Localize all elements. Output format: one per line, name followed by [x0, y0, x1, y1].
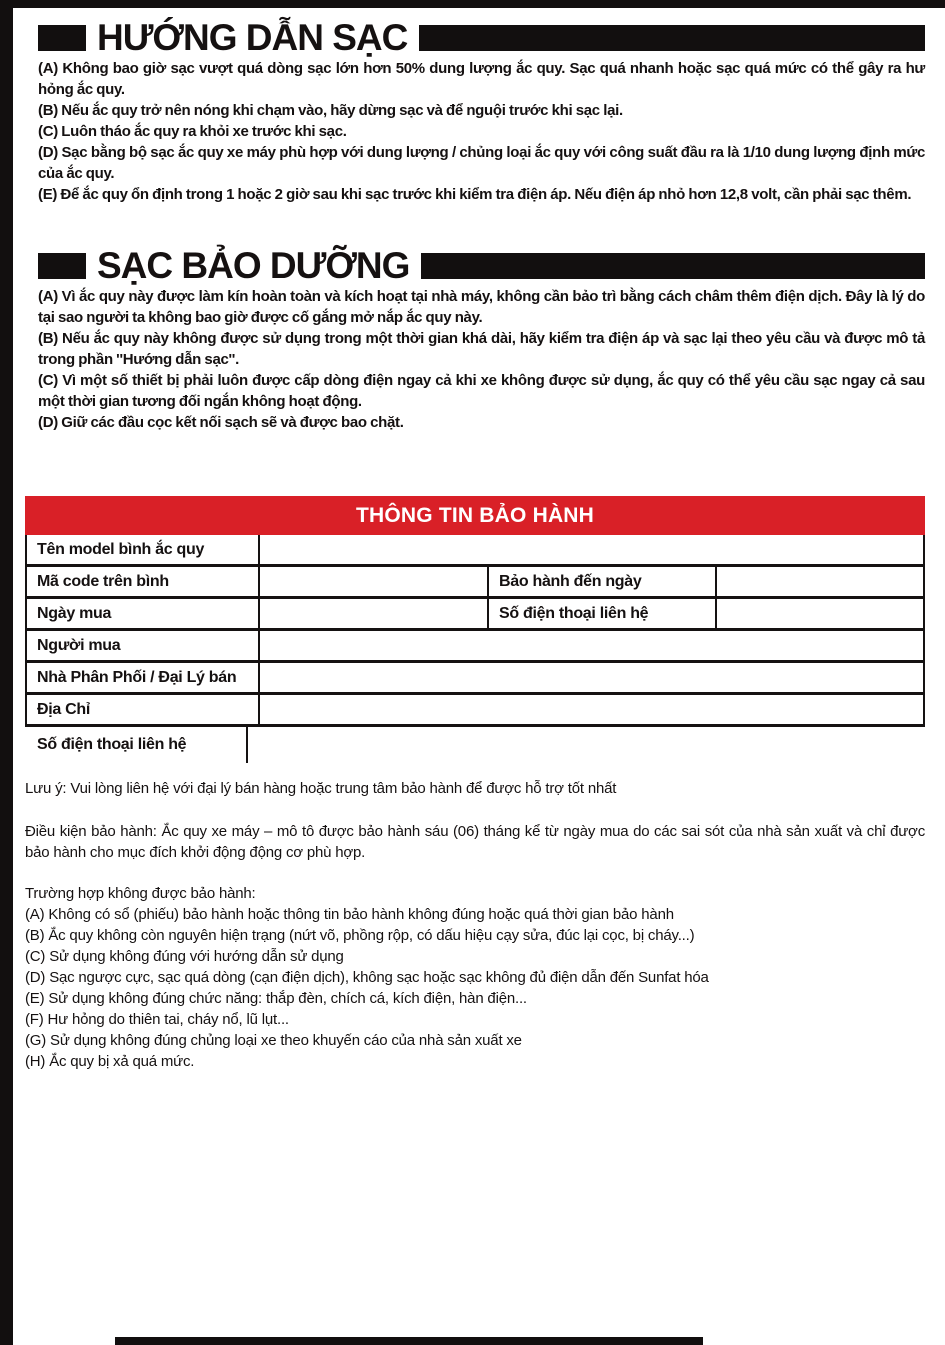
paragraph: (A) Vì ắc quy này được làm kín hoàn toàn và kích hoạt tại nhà máy, không cần bảo trì bằng cách châm thêm điện dịch. Đây là lý do tại sao người ta không bao giờ được cố gắng mở nắp ắc quy này.	[38, 288, 925, 326]
table-row	[27, 631, 923, 663]
paragraph: (D) Sạc bằng bộ sạc ắc quy xe máy phù hợp với dung lượng / chủng loại ắc quy với công suất đầu ra là 1/10 dung lượng định mức của ắc quy.	[38, 144, 925, 182]
field-value-warranty-until	[717, 567, 923, 596]
support-note: Lưu ý: Vui lòng liên hệ với đại lý bán hàng hoặc trung tâm bảo hành để được hỗ trợ tốt nhất	[25, 780, 617, 797]
page-content	[25, 8, 925, 1072]
field-label-model: Tên model bình ắc quy	[27, 535, 260, 564]
field-label-phone-right: Số điện thoại liên hệ	[489, 599, 717, 628]
exclusion-item: (B) Ắc quy không còn nguyên hiện trạng (nứt võ, phồng rộp, có dấu hiệu cạy sửa, đúc lại cọc, bị cháy...)	[25, 927, 695, 944]
exclusion-item: (F) Hư hỏng do thiên tai, cháy nổ, lũ lụt...	[25, 1011, 289, 1028]
table-row	[27, 567, 923, 599]
paragraph: (E) Để ắc quy ổn định trong 1 hoặc 2 giờ sau khi sạc trước khi kiểm tra điện áp. Nếu điện áp nhỏ hơn 12,8 volt, cần phải sạc thêm.	[38, 186, 912, 203]
warranty-table-body	[25, 535, 925, 727]
field-value-code	[260, 567, 489, 596]
table-row	[27, 535, 923, 567]
field-label-warranty-until: Bảo hành đến ngày	[489, 567, 717, 596]
field-value-phone	[248, 727, 925, 763]
field-value-address	[260, 695, 923, 724]
paragraph: (C) Vì một số thiết bị phải luôn được cấp dòng điện ngay cả khi xe không được sử dụng, ắc quy có thể yêu cầu sạc ngay cả sau một thời gian tương đối ngắn không hoạt động.	[38, 372, 925, 410]
section-charging-paragraphs	[38, 58, 925, 205]
warranty-table	[25, 496, 925, 763]
field-label-purchase-date: Ngày mua	[27, 599, 260, 628]
field-label-address: Địa Chỉ	[27, 695, 260, 724]
page-top-edge-bar	[0, 0, 945, 8]
field-label-distributor: Nhà Phân Phối / Đại Lý bán	[27, 663, 260, 692]
page-left-edge-bar	[0, 0, 13, 1345]
exclusion-item: (C) Sử dụng không đúng với hướng dẫn sử dụng	[25, 948, 344, 965]
field-value-purchase-date	[260, 599, 489, 628]
exclusions-title: Trường hợp không được bảo hành:	[25, 885, 256, 902]
section-header-charging	[38, 16, 925, 58]
paragraph: (B) Nếu ắc quy này không được sử dụng trong một thời gian khá dài, hãy kiểm tra điện áp và sạc lại theo yêu cầu và được mô tả trong phần ''Hướng dẫn sạc''.	[38, 330, 925, 368]
warranty-conditions: Điều kiện bảo hành: Ắc quy xe máy – mô tô được bảo hành sáu (06) tháng kể từ ngày mua do các sai sót của nhà sản xuất và chỉ được bảo hành cho mục đích khởi động động cơ phù hợp.	[25, 823, 925, 861]
field-value-model	[260, 535, 923, 564]
section-marker-square-icon	[38, 25, 86, 51]
field-label-code: Mã code trên bình	[27, 567, 260, 596]
exclusion-item: (A) Không có sổ (phiếu) bảo hành hoặc thông tin bảo hành không đúng hoặc quá thời gian bảo hành	[25, 906, 674, 923]
section-title-bar	[421, 253, 925, 279]
field-value-phone-right	[717, 599, 923, 628]
table-row	[25, 727, 925, 763]
section-maintenance-paragraphs	[38, 286, 925, 433]
warranty-banner-title: THÔNG TIN BẢO HÀNH	[355, 503, 595, 527]
page-bottom-bar	[115, 1337, 703, 1345]
exclusion-item: (E) Sử dụng không đúng chức năng: thắp đèn, chích cá, kích điện, hàn điện...	[25, 990, 527, 1007]
section-header-maintenance	[38, 244, 925, 286]
field-label-buyer: Người mua	[27, 631, 260, 660]
field-value-distributor	[260, 663, 923, 692]
table-row	[27, 599, 923, 631]
table-row	[27, 663, 923, 695]
warranty-banner	[25, 496, 925, 535]
paragraph: (A) Không bao giờ sạc vượt quá dòng sạc lớn hơn 50% dung lượng ắc quy. Sạc quá nhanh hoặc sạc quá mức có thể gây ra hư hỏng ắc quy.	[38, 60, 925, 98]
section-marker-square-icon	[38, 253, 86, 279]
exclusion-item: (G) Sử dụng không đúng chủng loại xe theo khuyến cáo của nhà sản xuất xe	[25, 1032, 522, 1049]
exclusion-item: (D) Sạc ngược cực, sạc quá dòng (cạn điện dịch), không sạc hoặc sạc không đủ điện dẫn đến Sunfat hóa	[25, 969, 709, 986]
section-title-charging: HƯỚNG DẪN SẠC	[97, 16, 408, 58]
exclusion-item: (H) Ắc quy bị xả quá mức.	[25, 1053, 195, 1070]
table-row	[27, 695, 923, 727]
field-value-buyer	[260, 631, 923, 660]
section-title-maintenance: SẠC BẢO DƯỠNG	[97, 244, 410, 286]
paragraph: (D) Giữ các đầu cọc kết nối sạch sẽ và được bao chặt.	[38, 414, 404, 431]
footer-notes	[25, 778, 925, 1072]
section-title-bar	[419, 25, 925, 51]
paragraph: (B) Nếu ắc quy trở nên nóng khi chạm vào, hãy dừng sạc và để nguội trước khi sạc lại.	[38, 102, 623, 119]
field-label-phone: Số điện thoại liên hệ	[25, 727, 248, 763]
paragraph: (C) Luôn tháo ắc quy ra khỏi xe trước khi sạc.	[38, 123, 347, 140]
